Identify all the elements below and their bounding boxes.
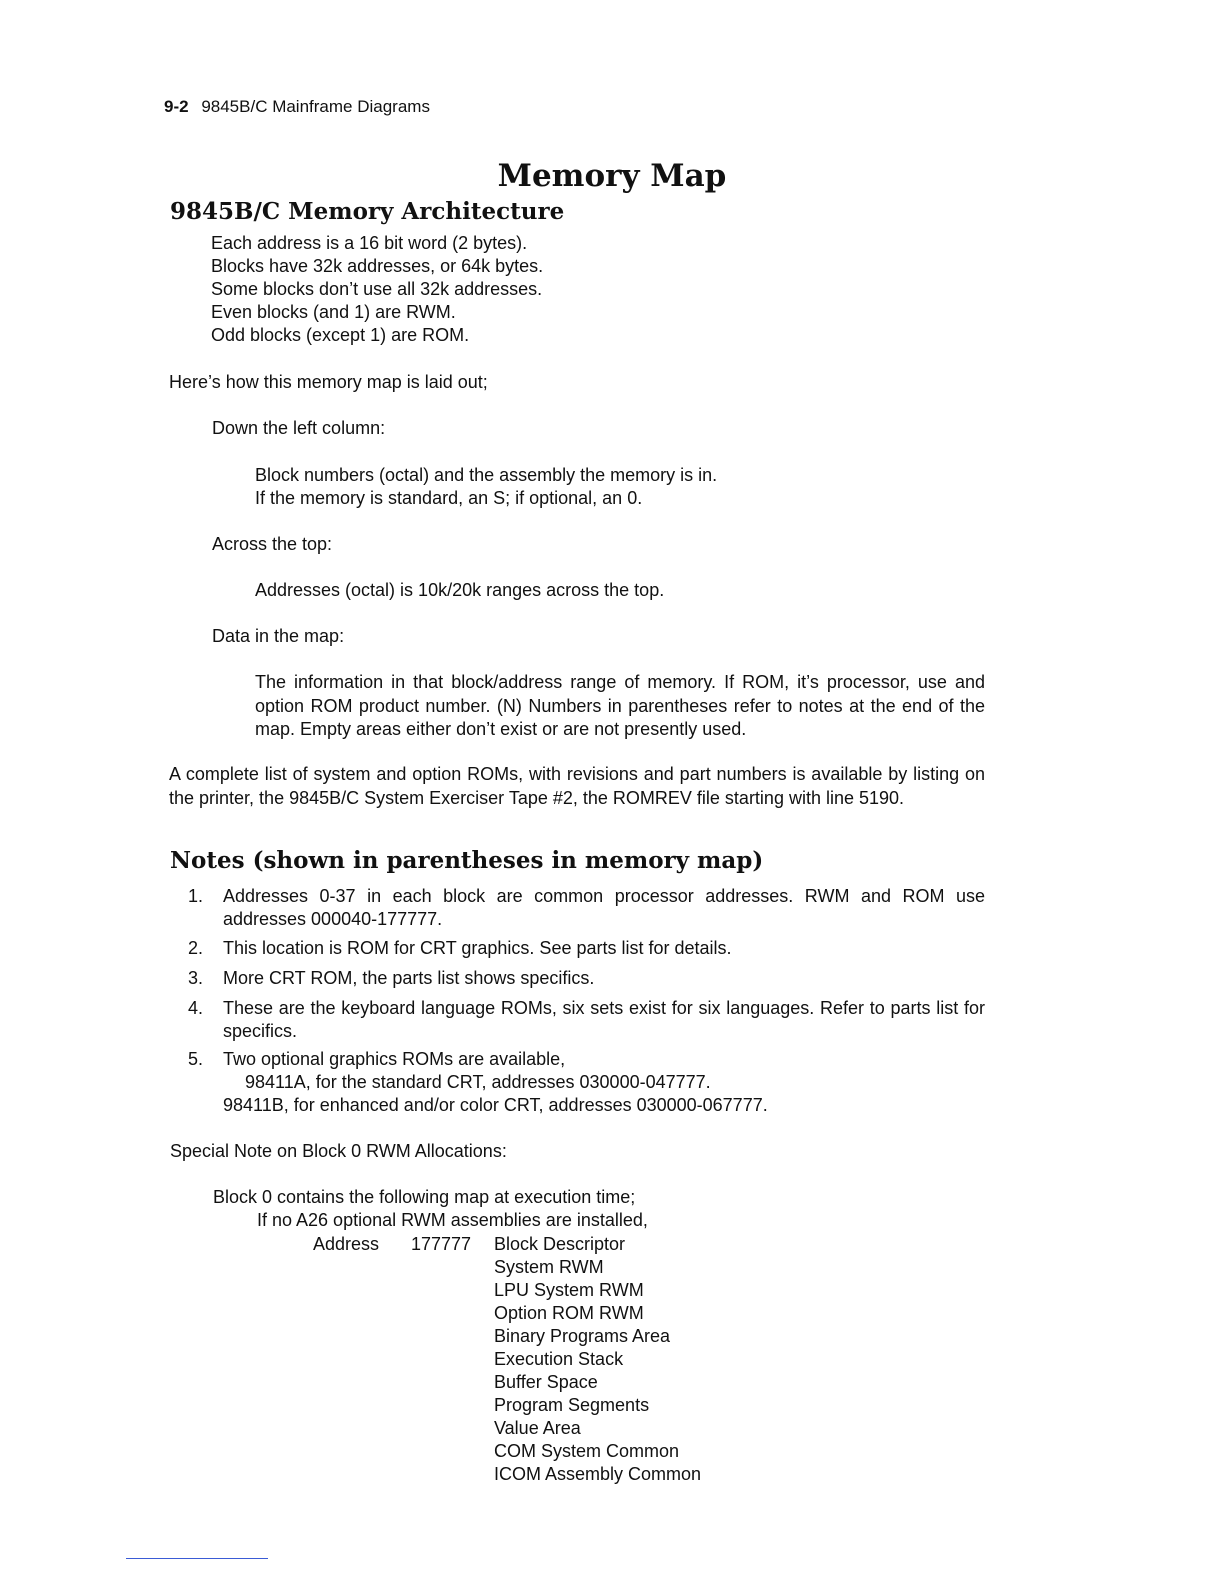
architecture-heading: 9845B/C Memory Architecture — [170, 198, 565, 225]
note-text: More CRT ROM, the parts list shows specifics. — [223, 968, 595, 988]
note-text: These are the keyboard language ROMs, six sets exist for six languages. Refer to parts list for specifics. — [223, 998, 985, 1041]
left-column-label: Down the left column: — [212, 418, 386, 438]
special-note-heading: Special Note on Block 0 RWM Allocations: — [170, 1141, 507, 1161]
rom-list-paragraph: A complete list of system and option ROMs, with revisions and part numbers is available by listing on the printer, the 9845B/C System Exerciser Tape #2, the ROMREV file starting with line 5190. — [169, 764, 985, 808]
note-number: 4. — [188, 998, 204, 1018]
running-title: 9845B/C Mainframe Diagrams — [201, 97, 430, 116]
left-column-line: Block numbers (octal) and the assembly the memory is in. — [255, 465, 718, 485]
architecture-line: Blocks have 32k addresses, or 64k bytes. — [211, 256, 544, 276]
note-text: This location is ROM for CRT graphics. See parts list for details. — [223, 938, 732, 958]
architecture-line: Each address is a 16 bit word (2 bytes). — [211, 233, 528, 253]
top-line: Addresses (octal) is 10k/20k ranges across the top. — [255, 580, 665, 600]
address-label: Address — [313, 1234, 380, 1254]
note5-sub-line: 98411B, for enhanced and/or color CRT, addresses 030000-067777. — [223, 1095, 768, 1115]
architecture-line: Some blocks don’t use all 32k addresses. — [211, 279, 543, 299]
layout-intro: Here’s how this memory map is laid out; — [169, 372, 488, 392]
allocation-item: Program Segments — [494, 1395, 650, 1415]
top-label: Across the top: — [212, 534, 333, 554]
allocation-item: Block Descriptor — [494, 1234, 626, 1254]
note-number: 1. — [188, 886, 204, 906]
note-text: Addresses 0-37 in each block are common processor addresses. RWM and ROM use addresses 000040-177777. — [223, 886, 985, 929]
page-title: Memory Map — [497, 158, 727, 194]
allocation-item: Option ROM RWM — [494, 1303, 644, 1323]
allocation-item: System RWM — [494, 1257, 604, 1277]
note5-sub-line: 98411A, for the standard CRT, addresses 030000-047777. — [245, 1072, 711, 1092]
page-number: 9-2 — [164, 97, 189, 116]
note-number: 2. — [188, 938, 204, 958]
allocation-item: ICOM Assembly Common — [494, 1464, 702, 1484]
architecture-line: Even blocks (and 1) are RWM. — [211, 302, 456, 322]
note-number: 5. — [188, 1049, 204, 1069]
allocation-item: Execution Stack — [494, 1349, 624, 1369]
allocation-item: Value Area — [494, 1418, 581, 1438]
allocation-item: Buffer Space — [494, 1372, 598, 1392]
allocation-item: COM System Common — [494, 1441, 680, 1461]
allocation-item: Binary Programs Area — [494, 1326, 671, 1346]
architecture-line: Odd blocks (except 1) are ROM. — [211, 325, 470, 345]
special-note-line: If no A26 optional RWM assemblies are installed, — [257, 1210, 648, 1230]
data-description: The information in that block/address range of memory. If ROM, it’s processor, use and option ROM product number. (N) Numbers in parentheses refer to notes at the end of the map. Empty areas either don’t exist or are not presently used. — [255, 672, 985, 739]
page-header — [164, 97, 430, 117]
note-text: Two optional graphics ROMs are available, — [223, 1049, 566, 1069]
notes-heading: Notes (shown in parentheses in memory map) — [170, 847, 764, 874]
special-note-line: Block 0 contains the following map at execution time; — [213, 1187, 636, 1207]
address-value: 177777 — [411, 1234, 472, 1254]
bottom-rule — [126, 1558, 268, 1559]
note-number: 3. — [188, 968, 204, 988]
data-label: Data in the map: — [212, 626, 345, 646]
left-column-line: If the memory is standard, an S; if optional, an 0. — [255, 488, 643, 508]
allocation-item: LPU System RWM — [494, 1280, 644, 1300]
